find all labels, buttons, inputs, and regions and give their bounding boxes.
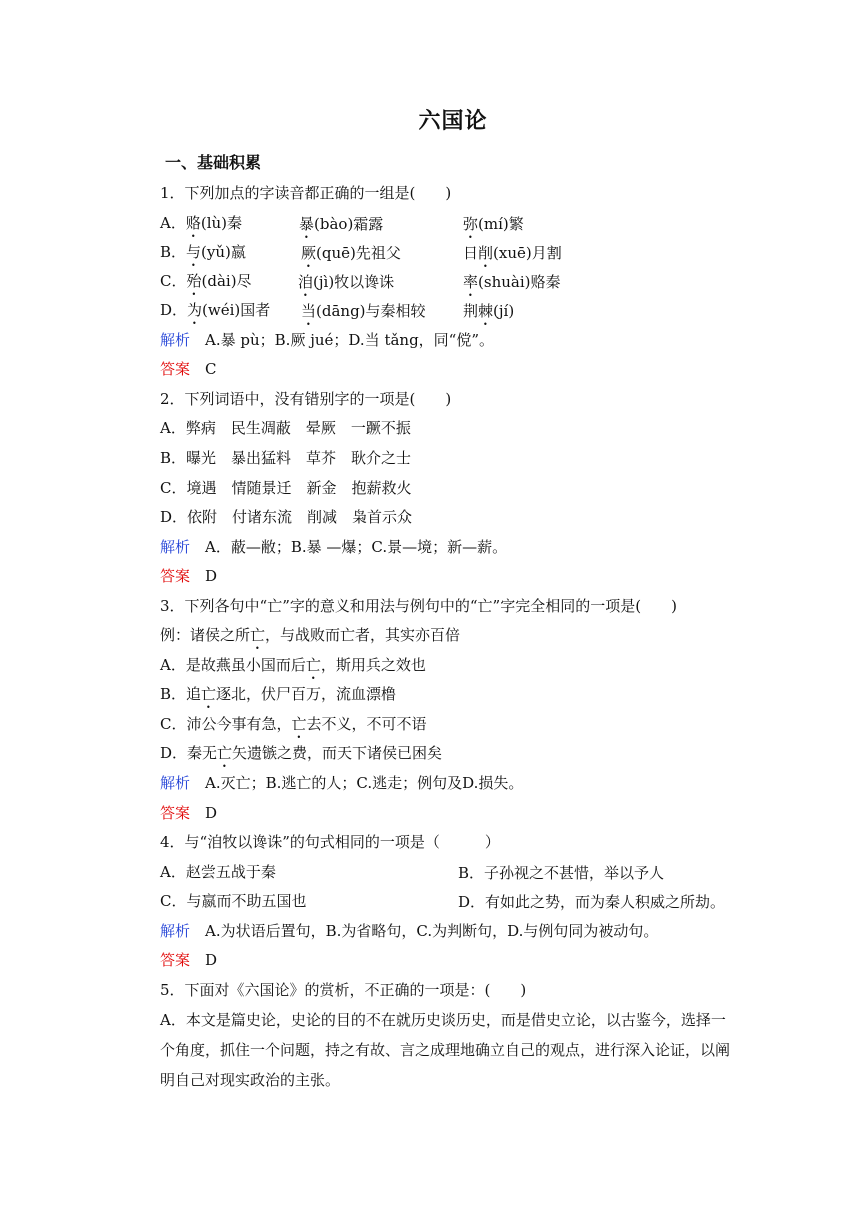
dotted-char: 与 [186, 243, 202, 261]
answer-label: 答案 [160, 360, 191, 378]
option-text: 荆 [463, 302, 479, 320]
analysis-label: 解析 [160, 331, 191, 349]
dotted-char: 亡 [217, 744, 233, 762]
q1-option-c [160, 271, 252, 299]
q4-option-a: A．赵尝五战于秦 [160, 863, 276, 881]
q4-option-c: C．与嬴而不助五国也 [160, 892, 307, 910]
dotted-char: 率 [463, 273, 479, 291]
option-text: 矢遗镞之费，而天下诸侯已困矣 [232, 744, 443, 762]
option-text: (yǔ)嬴 [201, 243, 246, 261]
option-text: 逐北，伏尸百万，流血漂橹 [216, 685, 397, 703]
dotted-char: 棘 [478, 302, 494, 320]
option-text: (lù)秦 [200, 214, 243, 232]
q1-option-b-3 [463, 242, 562, 271]
dotted-char: 削 [478, 244, 494, 262]
analysis-label: 解析 [160, 922, 191, 940]
q1-option-d [160, 300, 270, 328]
q1-option-c-2 [298, 271, 394, 300]
q1-option-d-3 [463, 300, 514, 329]
q3-analysis [160, 773, 523, 793]
q3-option-c [160, 714, 427, 742]
option-text: C．沛公今事有急， [160, 715, 292, 733]
q3-option-d [160, 743, 442, 771]
q2-option-c: C．境遇 情随景迁 新金 抱薪救火 [160, 479, 412, 497]
q2-answer [160, 566, 217, 586]
analysis-label: 解析 [160, 774, 191, 792]
page-title: 六国论 [418, 108, 488, 134]
example-text: 例：诸侯之所 [160, 626, 251, 644]
q4-answer [160, 950, 217, 970]
analysis-text: A.暴 pù；B.厥 jué；D.当 tǎng，同“傥”。 [205, 331, 495, 349]
option-text: B．追 [160, 685, 202, 703]
option-text: 日 [463, 244, 479, 262]
dotted-char: 赂 [185, 214, 201, 232]
option-text: (dài)尽 [201, 272, 252, 290]
section-heading: 一、基础积累 [165, 153, 262, 172]
option-text: (jì)牧以谗诛 [313, 273, 395, 291]
q2-option-b: B．曝光 暴出猛料 草芥 耿介之士 [160, 449, 412, 467]
dotted-char: 当 [301, 302, 317, 320]
dotted-char: 亡 [201, 685, 217, 703]
option-text: (jí) [493, 302, 515, 320]
option-text: A．是故燕虽小国而后 [160, 656, 306, 674]
q1-option-a [160, 213, 242, 241]
q3-stem: 3．下列各句中“亡”字的意义和用法与例句中的“亡”字完全相同的一项是( ) [160, 597, 677, 615]
q1-option-b-2 [301, 242, 401, 271]
q4-stem: 4．与“洎牧以谗诛”的句式相同的一项是（ ） [160, 833, 500, 851]
dotted-char: 弥 [463, 215, 479, 233]
q1-option-b [160, 242, 246, 270]
option-text: (quē)先祖父 [316, 244, 401, 262]
q1-option-a-2 [299, 213, 383, 242]
q3-example [160, 625, 460, 653]
q5-option-a: A．本文是篇史论，史论的目的不在就历史谈历史，而是借史立论，以古鉴今，选择一个角度，抓住一个问题，持之有故、言之成理地确立自己的观点，进行深入论证，以阐明自己对现实政治的主张。 [160, 1011, 731, 1089]
analysis-label: 解析 [160, 538, 191, 556]
example-text: ，与战败而亡者，其实亦百倍 [265, 626, 461, 644]
q2-stem: 2．下列词语中，没有错别字的一项是( ) [160, 390, 452, 408]
dotted-char: 厥 [301, 244, 317, 262]
q3-option-a [160, 655, 426, 683]
answer-text: D [205, 567, 218, 585]
option-text: (wéi)国者 [202, 301, 271, 319]
option-letter: D． [160, 301, 188, 319]
dotted-char: 洎 [298, 273, 314, 291]
q1-stem: 1．下列加点的字读音都正确的一组是( ) [160, 184, 452, 202]
answer-label: 答案 [160, 804, 191, 822]
option-letter: C． [160, 272, 187, 290]
dotted-char: 暴 [299, 215, 315, 233]
q4-option-b: B．子孙视之不甚惜，举以予人 [458, 864, 665, 882]
option-text: (mí)繁 [478, 215, 524, 233]
analysis-text: A.为状语后置句，B.为省略句，C.为判断句，D.与例句同为被动句。 [205, 922, 659, 940]
dotted-char: 亡 [291, 715, 307, 733]
answer-text: D [205, 804, 218, 822]
answer-text: C [205, 360, 217, 378]
q5-stem: 5．下面对《六国论》的赏析，不正确的一项是：( ) [160, 981, 527, 999]
q1-answer [160, 359, 217, 379]
q2-option-d: D．依附 付诸东流 削减 枭首示众 [160, 508, 413, 526]
q2-analysis [160, 537, 507, 557]
option-letter: B． [160, 243, 187, 261]
q1-analysis [160, 330, 494, 350]
dotted-char: 为 [187, 301, 203, 319]
dotted-char: 殆 [186, 272, 202, 290]
option-text: (bào)霜露 [314, 215, 384, 233]
dotted-char: 亡 [305, 656, 321, 674]
q3-option-b [160, 684, 396, 712]
q1-option-c-3 [463, 271, 560, 300]
option-text: (dāng)与秦相较 [316, 302, 426, 320]
option-text: 去不义，不可不语 [306, 715, 427, 733]
option-text: (xuē)月割 [493, 244, 562, 262]
dotted-char: 亡 [250, 626, 266, 644]
option-letter: A． [160, 214, 186, 232]
analysis-text: A.灭亡；B.逃亡的人；C.逃走；例句及D.损失。 [205, 774, 524, 792]
q3-answer [160, 803, 217, 823]
answer-text: D [205, 951, 218, 969]
answer-label: 答案 [160, 951, 191, 969]
option-text: (shuài)赂秦 [478, 273, 561, 291]
answer-label: 答案 [160, 567, 191, 585]
q4-analysis [160, 921, 658, 941]
option-text: D．秦无 [160, 744, 218, 762]
q1-option-a-3 [463, 213, 524, 242]
q2-option-a: A．弊病 民生凋蔽 晕厥 一蹶不振 [160, 419, 411, 437]
analysis-text: A．蔽—敝；B.暴 —爆；C.景—境；新—薪。 [205, 538, 508, 556]
q1-option-d-2 [301, 300, 426, 329]
option-text: ，斯用兵之效也 [320, 656, 426, 674]
q4-option-d: D．有如此之势，而为秦人积威之所劫。 [458, 893, 726, 911]
